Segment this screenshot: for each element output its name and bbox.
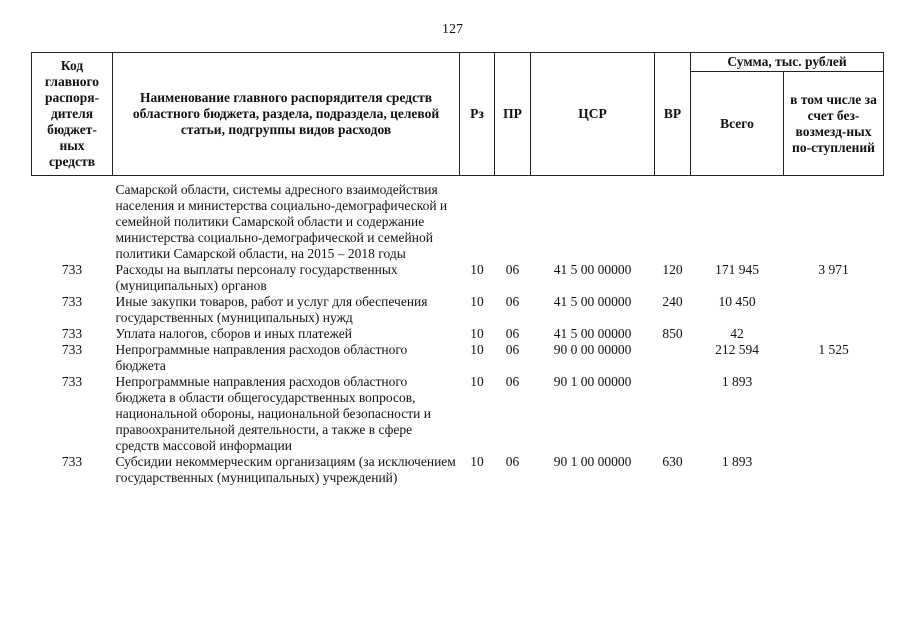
cell-incl xyxy=(784,454,884,486)
cell-incl: 1 525 xyxy=(818,342,849,357)
cell-pr: 06 xyxy=(505,326,520,341)
cell-vr: 240 xyxy=(662,294,683,309)
budget-table xyxy=(31,52,884,486)
header-pr: ПР xyxy=(495,53,531,176)
cell-pr: 06 xyxy=(505,342,520,357)
cell-pr: 06 xyxy=(505,262,520,277)
page-number: 127 xyxy=(442,22,463,37)
cell-vr: 630 xyxy=(662,454,683,469)
cell-rz: 10 xyxy=(470,374,484,389)
cell-pr: 06 xyxy=(505,374,520,389)
cell-rz: 10 xyxy=(470,342,484,357)
cell-vr xyxy=(655,342,691,374)
cell-total: 42 xyxy=(730,326,744,341)
cell-total: 212 594 xyxy=(715,342,759,357)
cell-code: 733 xyxy=(61,342,83,357)
cell-pr: 06 xyxy=(505,454,520,469)
header-vr: ВР xyxy=(655,53,691,176)
cell-vr: 850 xyxy=(662,326,683,341)
cell-name: Субсидии некоммерческим организациям (за исключением государственных (муниципальных) учреждений) xyxy=(115,454,456,485)
cell-name: Иные закупки товаров, работ и услуг для обеспечения государственных (муниципальных) нужд xyxy=(115,294,428,325)
cell-rz: 10 xyxy=(470,262,484,277)
cell-csr: 41 5 00 00000 xyxy=(553,294,632,309)
cell-rz: 10 xyxy=(470,294,484,309)
cell-total: 171 945 xyxy=(715,262,759,277)
cell-code: 733 xyxy=(61,374,83,389)
cell-rz: 10 xyxy=(470,454,484,469)
cell-csr: 90 0 00 00000 xyxy=(553,342,632,357)
cell-code: 733 xyxy=(61,326,83,341)
header-csr: ЦСР xyxy=(531,53,655,176)
table-row xyxy=(32,262,884,294)
cell-total: 10 450 xyxy=(718,294,756,309)
cell-name: Уплата налогов, сборов и иных платежей xyxy=(115,326,352,341)
continuation-text: Самарской области, системы адресного взаимодействия населения и министерства социально-демографической и семейной политики Самарской области и содержание министерства социально-демографической и семейной политики Самарской области, на 2015 – 2018 годы xyxy=(115,182,448,261)
cell-csr: 41 5 00 00000 xyxy=(553,262,632,277)
table-row xyxy=(32,176,884,263)
table-row xyxy=(32,374,884,454)
table-row xyxy=(32,326,884,342)
cell-incl xyxy=(784,294,884,326)
header-rz: Рз xyxy=(460,53,495,176)
header-sum: Сумма, тыс. рублей xyxy=(691,53,884,72)
table-row xyxy=(32,294,884,326)
table-row xyxy=(32,454,884,486)
header-total: Всего xyxy=(691,72,784,176)
table-header xyxy=(32,53,884,176)
cell-csr: 41 5 00 00000 xyxy=(553,326,632,341)
cell-code: 733 xyxy=(61,454,83,469)
header-incl: в том числе за счет без-возмезд-ных по-ступлений xyxy=(784,72,884,176)
cell-incl xyxy=(784,374,884,454)
cell-incl xyxy=(784,326,884,342)
cell-vr: 120 xyxy=(662,262,683,277)
cell-csr: 90 1 00 00000 xyxy=(553,374,632,389)
cell-code: 733 xyxy=(61,294,83,309)
cell-total: 1 893 xyxy=(721,454,753,469)
cell-pr: 06 xyxy=(505,294,520,309)
header-code: Код главного распоря-дителя бюджет-ных средств xyxy=(32,53,113,176)
cell-name: Непрограммные направления расходов областного бюджета в области общегосударственных вопросов, национальной обороны, национальной безопасности и правоохранительной деятельности, а также в сфере средств массовой информации xyxy=(115,374,431,453)
cell-name: Расходы на выплаты персоналу государственных (муниципальных) органов xyxy=(115,262,398,293)
table-row xyxy=(32,342,884,374)
cell-total: 1 893 xyxy=(721,374,753,389)
header-name: Наименование главного распорядителя средств областного бюджета, раздела, подраздела, целевой статьи, подгруппы видов расходов xyxy=(113,53,460,176)
cell-csr: 90 1 00 00000 xyxy=(553,454,632,469)
cell-code: 733 xyxy=(61,262,83,277)
cell-name: Непрограммные направления расходов областного бюджета xyxy=(115,342,408,373)
cell-rz: 10 xyxy=(470,326,484,341)
cell-incl: 3 971 xyxy=(818,262,849,277)
cell-vr xyxy=(655,374,691,454)
